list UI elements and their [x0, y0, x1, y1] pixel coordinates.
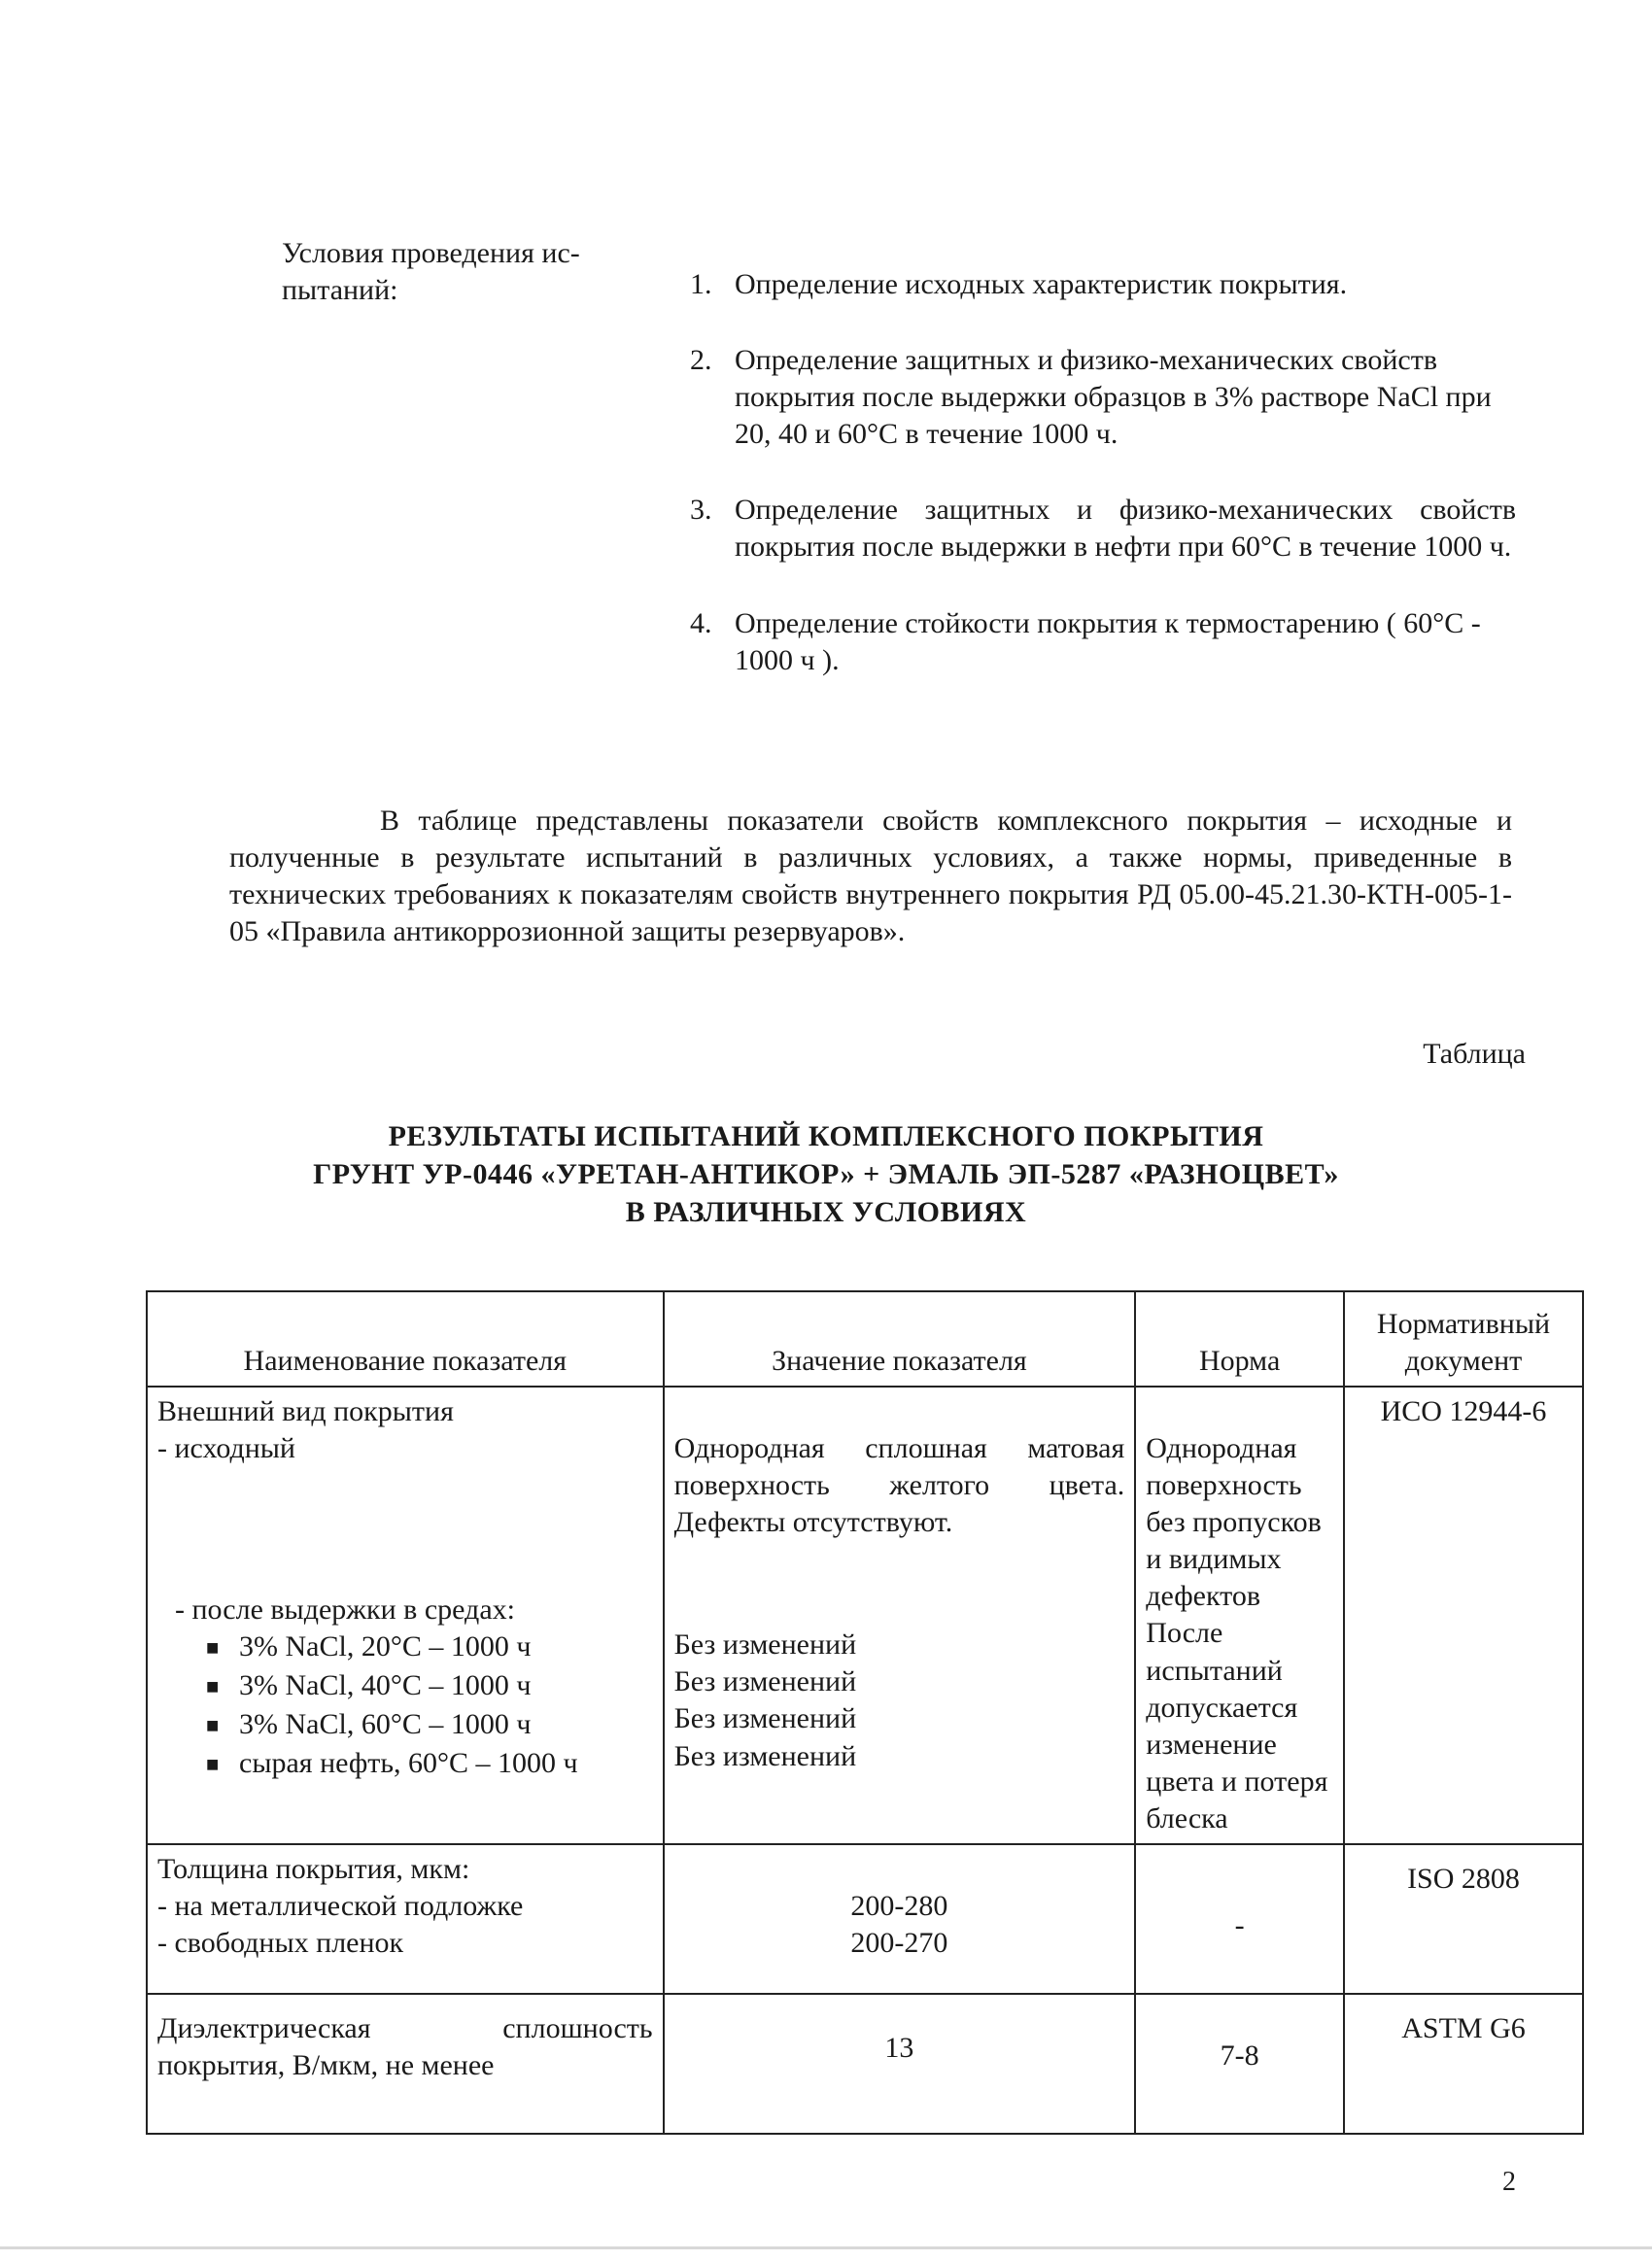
table-row — [147, 1387, 1583, 1844]
heading-line2: ГРУНТ УР-0446 «УРЕТАН-АНТИКОР» + ЭМАЛЬ ЭП-5287 «РАЗНОЦВЕТ» — [313, 1158, 1339, 1190]
table-row — [147, 1844, 1583, 1994]
heading-line1: РЕЗУЛЬТАТЫ ИСПЫТАНИЙ КОМПЛЕКСНОГО ПОКРЫТИЯ — [388, 1120, 1264, 1152]
conditions-label — [282, 235, 661, 309]
row3-norm-cell: 7-8 — [1135, 1994, 1344, 2134]
bullet-icon: ■ — [206, 1752, 220, 1777]
header-name: Наименование показателя — [147, 1291, 664, 1387]
intro-paragraph: В таблице представлены показатели свойств комплексного покрытия – исходные и полученные в результате испытаний в различных условиях, а также нормы, приведенные в технических требованиях к показателям свойств внутреннего покрытия РД 05.00-45.21.30-КТН-005-1-05 «Правила антикоррозионной защиты резервуаров». — [229, 805, 1512, 948]
table-row — [147, 1994, 1583, 2134]
row2-norm-cell: - — [1135, 1844, 1344, 1994]
table-header-row — [147, 1291, 1583, 1387]
row2-doc-cell: ISO 2808 — [1344, 1844, 1583, 1994]
row1-doc-cell: ИСО 12944-6 — [1344, 1387, 1583, 1844]
header-doc: Нормативный документ — [1344, 1291, 1583, 1387]
page-number: 2 — [1502, 2167, 1516, 2197]
table-label: Таблица — [1423, 1038, 1526, 1070]
row1-norm-cell: Однородная поверхность без пропусков и видимых дефектов После испытаний допускается изменение цвета и потеря блеска — [1135, 1387, 1344, 1844]
conditions-list — [690, 266, 1516, 718]
list-item: 1. Определение исходных характеристик покрытия. — [690, 268, 1348, 300]
bullet-icon: ■ — [206, 1635, 220, 1661]
row3-value-cell: 13 — [664, 1994, 1136, 2134]
row2-name-cell: Толщина покрытия, мкм: - на металлической подложке - свободных пленок — [147, 1844, 664, 1994]
heading-line3: В РАЗЛИЧНЫХ УСЛОВИЯХ — [625, 1196, 1027, 1228]
row1-name-cell: Внешний вид покрытия - исходный - после выдержки в средах: ■ 3% NaCl, 20°C – 1000 ч ■ 3% NaCl, 40°C – 1000 ч ■ 3% NaCl, 60°C – 1000 ч ■ сырая нефть, 60°C – 1000 ч — [147, 1387, 664, 1844]
list-item: 4. Определение стойкости покрытия к термостарению ( 60°C - 1000 ч ). — [690, 606, 1481, 676]
scan-edge-divider — [0, 2246, 1652, 2249]
conditions-label-line2: пытаний: — [282, 274, 398, 307]
bullet-icon: ■ — [206, 1674, 220, 1699]
list-item: 2. Определение защитных и физико-механических свойств покрытия после выдержки образцов в 3% растворе NaCl при 20, 40 и 60°C в течение 1000 ч. — [690, 344, 1492, 451]
conditions-label-line1: Условия проведения ис- — [282, 237, 580, 269]
row3-name-cell: Диэлектрическая сплошность покрытия, В/мкм, не менее — [147, 1994, 664, 2134]
row3-doc-cell: ASTM G6 — [1344, 1994, 1583, 2134]
row2-value-cell: 200-280 200-270 — [664, 1844, 1136, 1994]
results-table — [146, 1290, 1584, 2135]
header-value: Значение показателя — [664, 1291, 1136, 1387]
header-norm: Норма — [1135, 1291, 1344, 1387]
table-heading — [146, 1117, 1506, 1231]
bullet-icon: ■ — [206, 1713, 220, 1738]
list-item: 3. Определение защитных и физико-механических свойств покрытия после выдержки в нефти при 60°C в течение 1000 ч. — [690, 494, 1516, 564]
row1-value-cell: Однородная сплошная матовая поверхность желтого цвета. Дефекты отсутствуют. Без изменений Без изменений Без изменений Без изменений — [664, 1387, 1136, 1844]
